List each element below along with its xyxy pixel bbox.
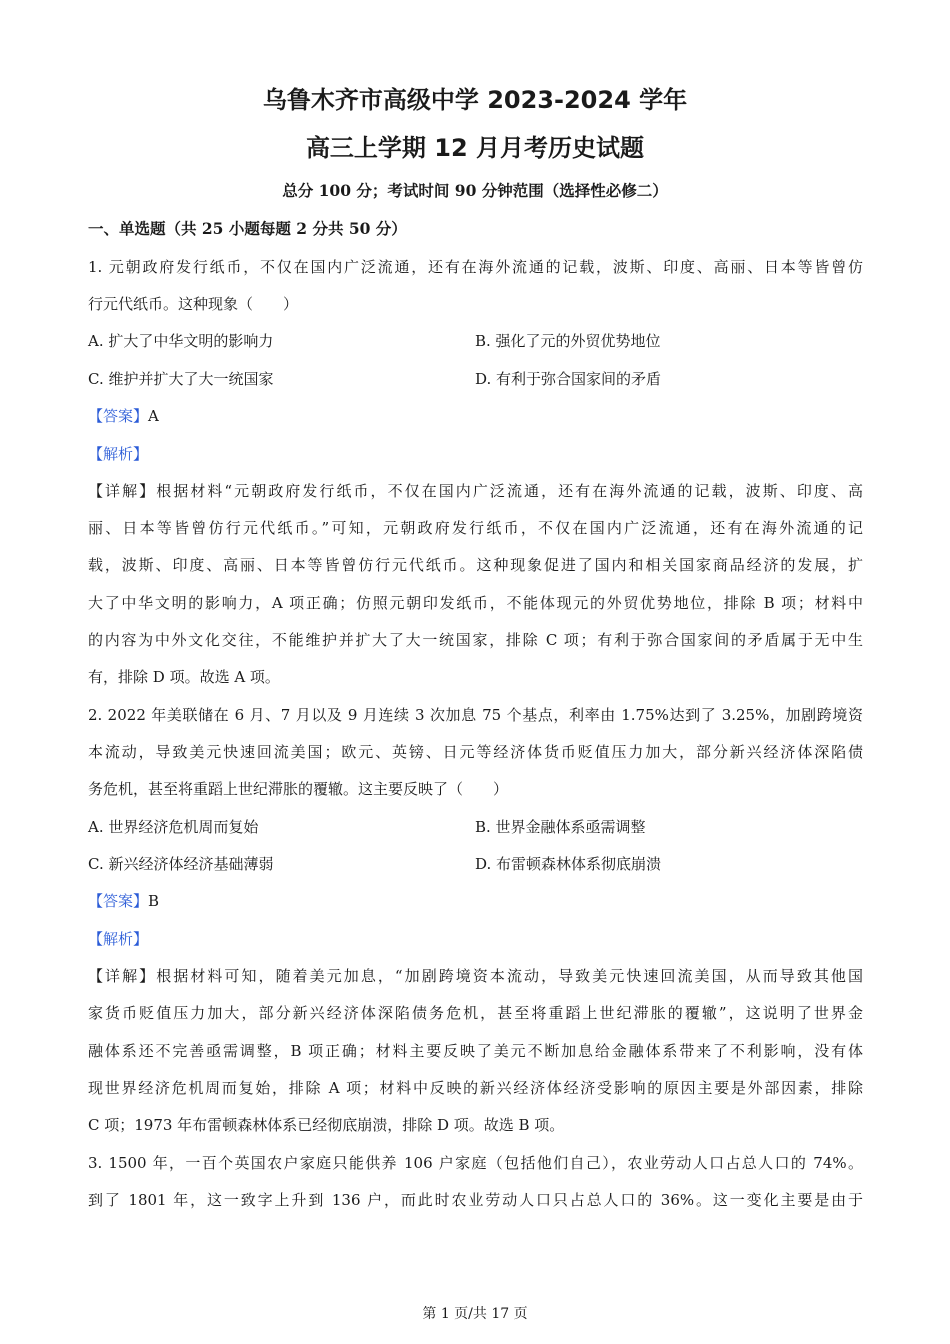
q2-stem-line: 务危机，甚至将重蹈上世纪滞胀的覆辙。这主要反映了（ ）	[88, 780, 509, 798]
q2-option-b: B. 世界金融体系亟需调整	[475, 818, 646, 836]
q1-detail-line: 大了中华文明的影响力，A 项正确；仿照元朝印发纸币，不能体现元的外贸优势地位，排除 B 项；材料中	[88, 594, 863, 612]
exam-title-line1: 乌鲁木齐市高级中学 2023-2024 学年	[262, 86, 688, 114]
q1-option-d: D. 有利于弥合国家间的矛盾	[475, 370, 662, 388]
section-title: 一、单选题（共 25 小题每题 2 分共 50 分）	[88, 219, 407, 238]
q2-detail-line: 家货币贬值压力加大，部分新兴经济体深陷债务危机，甚至将重蹈上世纪滞胀的覆辙”，这说明了世界金	[88, 1004, 863, 1022]
q3-stem-line: 3. 1500 年，一百个英国农户家庭只能供养 106 户家庭（包括他们自己），农业劳动人口占总人口的 74%。	[88, 1154, 863, 1172]
detail-text: 根据材料可知，随着美元加息，“加剧跨境资本流动，导致美元快速回流美国，从而导致其他国	[156, 967, 863, 985]
q2-detail-line	[88, 963, 863, 989]
q2-detail-line: 融体系还不完善亟需调整，B 项正确；材料主要反映了美元不断加息给金融体系带来了不利影响，没有体	[88, 1042, 863, 1060]
q2-option-c: C. 新兴经济体经济基础薄弱	[88, 855, 274, 873]
q1-answer	[88, 403, 863, 429]
answer-tag: 【答案】	[88, 407, 149, 425]
answer-value: A	[148, 407, 159, 425]
q2-answer	[88, 888, 863, 914]
q1-option-c: C. 维护并扩大了大一统国家	[88, 370, 274, 388]
q1-analysis-tag	[88, 441, 863, 467]
q1-detail-line	[88, 478, 863, 504]
analysis-tag: 【解析】	[88, 930, 149, 948]
q2-stem-line: 2. 2022 年美联储在 6 月、7 月以及 9 月连续 3 次加息 75 个基点，利率由 1.75%达到了 3.25%，加剧跨境资	[88, 706, 863, 724]
detail-tag: 【详解】	[88, 482, 157, 500]
q2-detail-line: C 项；1973 年布雷顿森林体系已经彻底崩溃，排除 D 项。故选 B 项。	[88, 1116, 565, 1134]
q2-stem-line: 本流动，导致美元快速回流美国；欧元、英镑、日元等经济体货币贬值压力加大，部分新兴经济体深陷债	[88, 743, 863, 761]
q1-option-b: B. 强化了元的外贸优势地位	[475, 332, 661, 350]
q2-option-d: D. 布雷顿森林体系彻底崩溃	[475, 855, 662, 873]
q1-stem-line: 1. 元朝政府发行纸币，不仅在国内广泛流通，还有在海外流通的记载，波斯、印度、高丽、日本等皆曾仿	[88, 258, 863, 276]
q1-detail-line: 的内容为中外文化交往，不能维护并扩大了大一统国家，排除 C 项；有利于弥合国家间的矛盾属于无中生	[88, 631, 863, 649]
page-number: 第 1 页/共 17 页	[422, 1306, 528, 1322]
q1-detail-line: 有，排除 D 项。故选 A 项。	[88, 668, 280, 686]
detail-text: 根据材料“元朝政府发行纸币，不仅在国内广泛流通，还有在海外流通的记载，波斯、印度、高	[156, 482, 863, 500]
exam-title-line2: 高三上学期 12 月月考历史试题	[305, 134, 645, 162]
answer-value: B	[148, 892, 160, 910]
exam-subtitle: 总分 100 分；考试时间 90 分钟范围（选择性必修二）	[282, 181, 668, 200]
q1-detail-line: 载，波斯、印度、高丽、日本等皆曾仿行元代纸币。这种现象促进了国内和相关国家商品经济的发展，扩	[88, 556, 863, 574]
analysis-tag: 【解析】	[88, 445, 149, 463]
q2-analysis-tag	[88, 926, 863, 952]
q1-stem-line: 行元代纸币。这种现象（ ）	[88, 295, 299, 313]
q2-detail-line: 现世界经济危机周而复始，排除 A 项；材料中反映的新兴经济体经济受影响的原因主要是外部因素，排除	[88, 1079, 863, 1097]
q3-stem-line: 到了 1801 年，这一致字上升到 136 户，而此时农业劳动人口只占总人口的 36%。这一变化主要是由于	[88, 1191, 863, 1209]
q1-option-a: A. 扩大了中华文明的影响力	[88, 332, 274, 350]
detail-tag: 【详解】	[88, 967, 157, 985]
q1-detail-line: 丽、日本等皆曾仿行元代纸币。”可知，元朝政府发行纸币，不仅在国内广泛流通，还有在海外流通的记	[88, 519, 863, 537]
answer-tag: 【答案】	[88, 892, 149, 910]
q2-option-a: A. 世界经济危机周而复始	[88, 818, 259, 836]
